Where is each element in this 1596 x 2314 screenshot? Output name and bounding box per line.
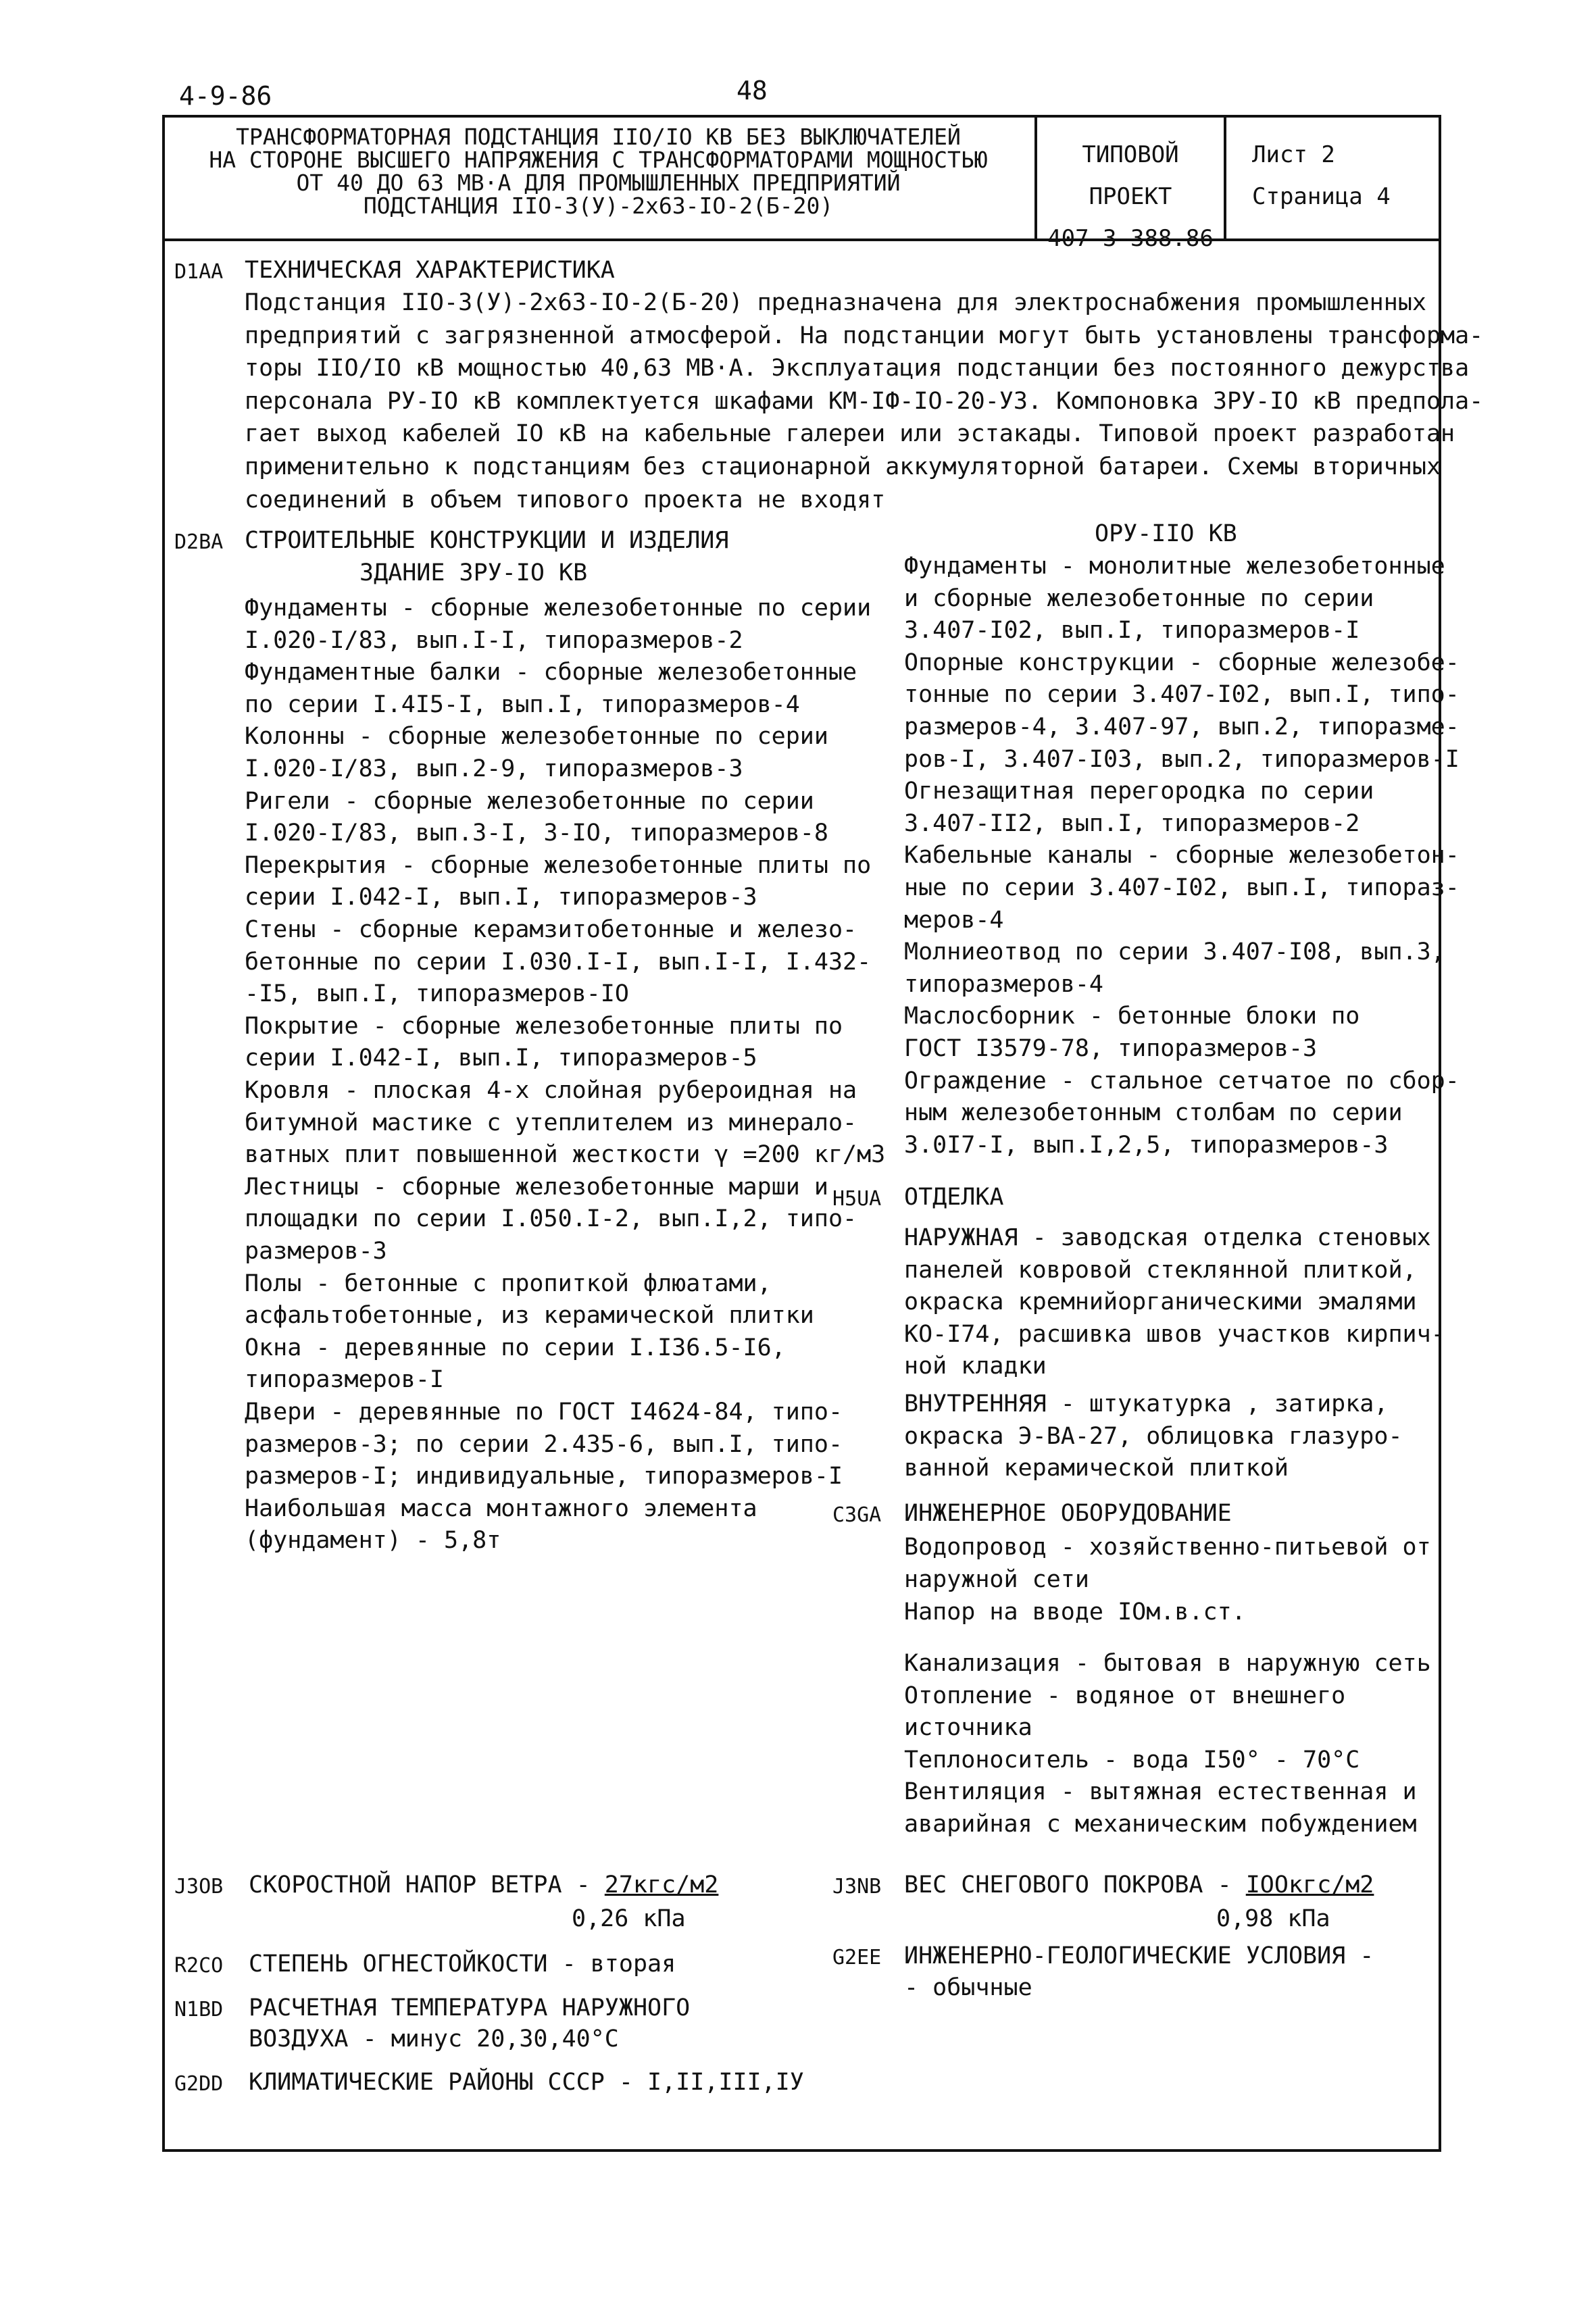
section-code: C3GA bbox=[832, 1503, 882, 1527]
text-line: Окна - деревянные по серии I.I36.5-I6, bbox=[245, 1334, 786, 1361]
section-code: D2BA bbox=[174, 530, 224, 554]
text-line: Канализация - бытовая в наружную сеть bbox=[904, 1650, 1431, 1677]
text-line: бетонные по серии I.030.I-I, вып.I-I, I.432- bbox=[245, 948, 872, 976]
text-line: Водопровод - хозяйственно-питьевой от bbox=[904, 1534, 1431, 1561]
text-line: Покрытие - сборные железобетонные плиты по bbox=[245, 1012, 843, 1040]
geo-conditions-value: - обычные bbox=[904, 1974, 1032, 2001]
text-line: 3.407-II2, вып.I, типоразмеров-2 bbox=[904, 809, 1360, 837]
text-line: аварийная с механическим побуждением bbox=[904, 1811, 1417, 1838]
text-line: ванной керамической плиткой bbox=[904, 1455, 1289, 1482]
design-temperature: РАСЧЕТНАЯ ТЕМПЕРАТУРА НАРУЖНОГО bbox=[249, 1994, 691, 2021]
text-line: 3.407-I02, вып.I, типоразмеров-I bbox=[904, 617, 1360, 645]
section-title-construction: СТРОИТЕЛЬНЫЕ КОНСТРУКЦИИ И ИЗДЕЛИЯ bbox=[245, 527, 729, 554]
text-line: Ригели - сборные железобетонные по серии bbox=[245, 787, 814, 815]
section-title-engineering: ИНЖЕНЕРНОЕ ОБОРУДОВАНИЕ bbox=[904, 1500, 1232, 1527]
title-block-sheet bbox=[1226, 115, 1439, 238]
text-line: Фундаменты - монолитные железобетонные bbox=[904, 553, 1445, 580]
text-line: Полы - бетонные с пропиткой флюатами, bbox=[245, 1269, 772, 1297]
text-line: ной кладки bbox=[904, 1353, 1047, 1380]
text-line: асфальтобетонные, из керамической плитки bbox=[245, 1302, 814, 1330]
title-line: ОТ 40 ДО 63 МВ·А ДЛЯ ПРОМЫШЛЕННЫХ ПРЕДПРИЯТИЙ bbox=[296, 170, 901, 196]
text-line: размеров-4, 3.407-97, вып.2, типоразме- bbox=[904, 713, 1460, 740]
page-number: 48 bbox=[737, 76, 768, 105]
section-title-tech: ТЕХНИЧЕСКАЯ ХАРАКТЕРИСТИКА bbox=[245, 257, 615, 284]
text-line: Перекрытия - сборные железобетонные плиты по bbox=[245, 851, 872, 879]
text-line: I.020-I/83, вып.2-9, типоразмеров-3 bbox=[245, 755, 743, 782]
text-line: площадки по серии I.050.I-2, вып.I,2, типо- bbox=[245, 1205, 857, 1233]
text-line: Молниеотвод по серии 3.407-I08, вып.3, bbox=[904, 938, 1445, 966]
text-line: источника bbox=[904, 1714, 1032, 1742]
title-block-project bbox=[1037, 115, 1226, 252]
text-line: серии I.042-I, вып.I, типоразмеров-3 bbox=[245, 884, 757, 911]
text-line: наружной сети bbox=[904, 1566, 1089, 1593]
text-line: меров-4 bbox=[904, 906, 1004, 934]
section-code: R2CO bbox=[174, 1954, 224, 1978]
text-line: ров-I, 3.407-I03, вып.2, типоразмеров-I bbox=[904, 745, 1460, 773]
text-line: 3.0I7-I, вып.I,2,5, типоразмеров-3 bbox=[904, 1131, 1389, 1159]
section-code: G2EE bbox=[832, 1946, 882, 1969]
text-line: окраска кремнийорганическими эмалями bbox=[904, 1288, 1417, 1316]
section-code: G2DD bbox=[174, 2072, 224, 2096]
text-line: ватных плит повышенной жесткости γ =200 кг/м3 bbox=[245, 1141, 886, 1169]
fire-resistance: СТЕПЕНЬ ОГНЕСТОЙКОСТИ - вторая bbox=[249, 1951, 676, 1978]
text-line: торы IIO/IO кВ мощностью 40,63 МВ·А. Эксплуатация подстанции без постоянного дежурства bbox=[245, 355, 1470, 382]
text-line: Напор на вводе IOм.в.ст. bbox=[904, 1599, 1246, 1626]
text-line: окраска Э-ВА-27, облицовка глазуро- bbox=[904, 1422, 1403, 1450]
text-line: применительно к подстанциям без стационарной аккумуляторной батареи. Схемы вторичных bbox=[245, 453, 1441, 480]
text-line: Кабельные каналы - сборные железобетон- bbox=[904, 842, 1460, 870]
text-line: и сборные железобетонные по серии bbox=[904, 584, 1374, 612]
section-code: D1AA bbox=[174, 260, 224, 284]
text-line: Лестницы - сборные железобетонные марши и bbox=[245, 1173, 828, 1201]
text-line: НАРУЖНАЯ - заводская отделка стеновых bbox=[904, 1224, 1431, 1251]
text-line: размеров-3; по серии 2.435-6, вып.I, типо- bbox=[245, 1430, 843, 1458]
section-code: H5UA bbox=[832, 1187, 882, 1211]
text-line: Подстанция IIO-3(У)-2х63-IO-2(Б-20) предназначена для электроснабжения промышленных bbox=[245, 289, 1426, 316]
text-line: Огнезащитная перегородка по серии bbox=[904, 778, 1374, 805]
text-line: ВНУТРЕННЯЯ - штукатурка , затирка, bbox=[904, 1390, 1389, 1417]
wind-label: СКОРОСТНОЙ НАПОР ВЕТРА - bbox=[249, 1871, 605, 1898]
text-line: Вентиляция - вытяжная естественная и bbox=[904, 1778, 1417, 1806]
text-line: панелей ковровой стеклянной плиткой, bbox=[904, 1256, 1417, 1284]
text-line: КО-I74, расшивка швов участков кирпич- bbox=[904, 1320, 1445, 1348]
snow-value: IOOкгс/м2 bbox=[1245, 1871, 1374, 1898]
text-line: Двери - деревянные по ГОСТ I4624-84, типо- bbox=[245, 1399, 843, 1426]
oru-title: ОРУ-IIO КВ bbox=[1095, 520, 1237, 547]
design-temperature-value: ВОЗДУХА - минус 20,30,40°С bbox=[249, 2026, 619, 2053]
text-line: Колонны - сборные железобетонные по серии bbox=[245, 723, 828, 751]
text-line: Фундаменты - сборные железобетонные по серии bbox=[245, 595, 872, 622]
text-line: ным железобетонным столбам по серии bbox=[904, 1099, 1403, 1127]
wind-pressure bbox=[249, 1871, 718, 1898]
text-line: персонала РУ-IO кВ комплектуется шкафами КМ-IФ-IO-20-У3. Компоновка ЗРУ-IO кВ предпола- bbox=[245, 387, 1484, 415]
text-line: Фундаментные балки - сборные железобетонные bbox=[245, 659, 857, 686]
text-line: предприятий с загрязненной атмосферой. На подстанции могут быть установлены трансформа- bbox=[245, 322, 1484, 349]
sheet-label: Лист 2 bbox=[1252, 141, 1335, 168]
project-label: ТИПОВОЙ ПРОЕКТ bbox=[1082, 141, 1179, 210]
title-line: НА СТОРОНЕ ВЫСШЕГО НАПРЯЖЕНИЯ С ТРАНСФОРМАТОРАМИ МОЩНОСТЬЮ bbox=[209, 147, 988, 173]
building-subtitle: ЗДАНИЕ ЗРУ-IO КВ bbox=[359, 559, 588, 586]
text-line: тонные по серии 3.407-I02, вып.I, типо- bbox=[904, 681, 1460, 709]
text-line: Кровля - плоская 4-х слойная рубероидная на bbox=[245, 1077, 857, 1104]
section-title-finish: ОТДЕЛКА bbox=[904, 1184, 1004, 1211]
title-block-name bbox=[162, 115, 1037, 238]
text-line: битумной мастике с утеплителем из минерало- bbox=[245, 1109, 857, 1136]
text-line: размеров-I; индивидуальные, типоразмеров-I bbox=[245, 1463, 843, 1490]
text-line: Ограждение - стальное сетчатое по сбор- bbox=[904, 1067, 1460, 1095]
text-line: I.020-I/83, вып.I-I, типоразмеров-2 bbox=[245, 626, 743, 654]
text-line: типоразмеров-I bbox=[245, 1366, 445, 1394]
text-line: Опорные конструкции - сборные железобе- bbox=[904, 649, 1460, 676]
text-line: Теплоноситель - вода I50° - 70°С bbox=[904, 1746, 1360, 1774]
page-label: Страница 4 bbox=[1252, 183, 1391, 210]
wind-value-kpa: 0,26 кПа bbox=[572, 1905, 686, 1932]
text-line: Отопление - водяное от внешнего bbox=[904, 1682, 1346, 1709]
text-line: ГОСТ I3579-78, типоразмеров-3 bbox=[904, 1035, 1318, 1062]
text-line: (фундамент) - 5,8т bbox=[245, 1527, 501, 1555]
section-code: J3OB bbox=[174, 1875, 224, 1898]
text-line: соединений в объем типового проекта не входят bbox=[245, 486, 886, 513]
climate-regions: КЛИМАТИЧЕСКИЕ РАЙОНЫ СССР - I,II,III,IУ bbox=[249, 2069, 804, 2096]
snow-label: ВЕС СНЕГОВОГО ПОКРОВА - bbox=[904, 1871, 1246, 1898]
text-line: I.020-I/83, вып.3-I, 3-IO, типоразмеров-8 bbox=[245, 820, 828, 847]
text-line: серии I.042-I, вып.I, типоразмеров-5 bbox=[245, 1045, 757, 1072]
project-number: 407-3-388.86 bbox=[1047, 225, 1214, 252]
text-line: Маслосборник - бетонные блоки по bbox=[904, 1003, 1360, 1030]
snow-load bbox=[904, 1871, 1374, 1898]
text-line: гает выход кабелей IO кВ на кабельные галереи или эстакады. Типовой проект разработан bbox=[245, 420, 1455, 448]
document-code: 4-9-86 bbox=[179, 81, 272, 111]
title-block bbox=[162, 115, 1441, 252]
text-line: Наибольшая масса монтажного элемента bbox=[245, 1494, 757, 1522]
title-line: ПОДСТАНЦИЯ IIO-3(У)-2х63-IO-2(Б-20) bbox=[363, 193, 834, 219]
snow-value-kpa: 0,98 кПа bbox=[1216, 1905, 1330, 1932]
section-code: N1BD bbox=[174, 1998, 224, 2021]
wind-value: 27кгс/м2 bbox=[604, 1871, 719, 1898]
title-line: ТРАНСФОРМАТОРНАЯ ПОДСТАНЦИЯ IIO/IO КВ БЕЗ ВЫКЛЮЧАТЕЛЕЙ bbox=[236, 124, 961, 150]
section-code: J3NB bbox=[832, 1875, 882, 1898]
text-line: типоразмеров-4 bbox=[904, 970, 1104, 998]
text-line: Стены - сборные керамзитобетонные и железо- bbox=[245, 916, 857, 943]
geo-conditions: ИНЖЕНЕРНО-ГЕОЛОГИЧЕСКИЕ УСЛОВИЯ - bbox=[904, 1942, 1374, 1969]
text-line: размеров-3 bbox=[245, 1238, 387, 1265]
text-line: по серии I.4I5-I, вып.I, типоразмеров-4 bbox=[245, 690, 800, 718]
text-line: ные по серии 3.407-I02, вып.I, типораз- bbox=[904, 874, 1460, 901]
text-line: -I5, вып.I, типоразмеров-IO bbox=[245, 980, 629, 1008]
